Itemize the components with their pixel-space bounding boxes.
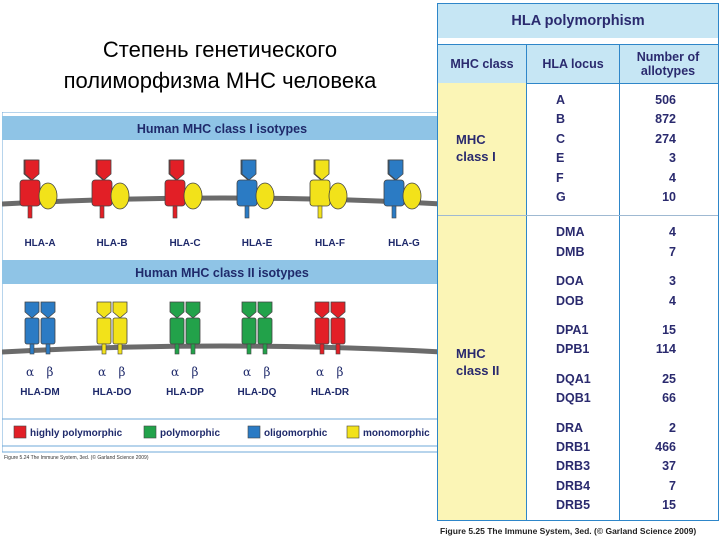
class1-label: class I <box>456 149 496 164</box>
legend-item <box>248 426 328 439</box>
class2-isotype-label: HLA-DO <box>92 387 132 398</box>
slide-title <box>0 34 440 96</box>
beta-label: β <box>336 365 344 379</box>
class1-isotype-label: HLA-C <box>169 238 201 249</box>
legend-swatch <box>14 426 26 438</box>
table-allotype-count: 7 <box>669 478 676 493</box>
table-title: HLA polymorphism <box>438 4 718 38</box>
table-allotype-count: 114 <box>655 342 676 357</box>
header-number-of-allotypes: Number of allotypes <box>636 50 700 78</box>
table-allotype-count: 25 <box>662 371 676 386</box>
table-allotype-count: 3 <box>669 151 676 166</box>
table-allotype-count: 4 <box>669 225 676 240</box>
legend-label: highly polymorphic <box>30 428 123 439</box>
class1-isotype-label: HLA-G <box>388 238 420 249</box>
table-locus: E <box>556 151 565 166</box>
class2-label: class II <box>456 363 500 379</box>
table-locus: DQA1 <box>556 371 591 386</box>
table-locus: DRB4 <box>556 478 591 493</box>
table-locus: DRB3 <box>556 459 591 474</box>
mhc-isotypes-figure <box>2 112 442 460</box>
legend-label: monomorphic <box>363 428 430 439</box>
alpha-label: α <box>97 365 107 379</box>
class2-isotype-label: HLA-DR <box>310 387 350 398</box>
hla-polymorphism-table <box>437 3 719 521</box>
figure-caption-left: Figure 5.24 The Immune System, 3ed. (© Garland Science 2009) <box>4 455 149 461</box>
class2-isotype-label: HLA-DM <box>20 387 60 398</box>
table-locus: A <box>556 93 566 107</box>
table-allotype-count: 10 <box>662 190 676 204</box>
table-locus: C <box>556 131 566 146</box>
table-locus: DRA <box>556 420 584 435</box>
table-body <box>438 4 718 520</box>
legend-item <box>14 426 123 439</box>
table-allotype-count: 4 <box>669 170 676 185</box>
class1-isotype-label: HLA-E <box>241 238 273 249</box>
table-allotype-count: 15 <box>662 498 676 513</box>
beta-label: β <box>118 365 126 379</box>
class2-isotype-label: HLA-DP <box>166 387 204 398</box>
table-allotype-count: 66 <box>662 391 676 406</box>
header-hla-locus: HLA locus <box>527 45 620 83</box>
class1-isotype-label: HLA-F <box>315 238 345 249</box>
slide-title-line-2: полиморфизма МНС человека <box>63 68 377 93</box>
alpha-label: α <box>170 365 180 379</box>
table-locus: DRB1 <box>556 440 591 454</box>
table-allotype-count: 506 <box>655 93 676 107</box>
table-allotype-count: 15 <box>662 323 676 337</box>
table-allotype-count: 7 <box>669 244 676 259</box>
class2-label: MHC <box>456 346 486 362</box>
table-locus: B <box>556 112 566 127</box>
header-mhc-class: MHC class <box>438 45 527 83</box>
table-locus: DMB <box>556 244 585 259</box>
table-allotype-count: 466 <box>655 440 676 454</box>
table-locus: DPA1 <box>556 323 589 337</box>
beta-label: β <box>191 365 199 379</box>
table-locus: DRB5 <box>556 498 591 513</box>
slide-title-line-1: Степень генетического <box>102 37 338 62</box>
table-locus: DMA <box>556 225 585 240</box>
table-locus: DPB1 <box>556 342 590 357</box>
legend-swatch <box>347 426 359 438</box>
table-allotype-count: 3 <box>669 274 676 289</box>
figure-caption-right: Figure 5.25 The Immune System, 3ed. (© Garland Science 2009) <box>440 526 697 536</box>
class1-label: MHC <box>456 132 486 147</box>
table-locus: DQB1 <box>556 391 591 406</box>
table-locus: G <box>556 190 566 204</box>
class1-isotype-label: HLA-A <box>24 238 56 249</box>
table-allotype-count: 37 <box>662 459 676 474</box>
legend-item <box>144 426 220 439</box>
section-divider <box>438 215 718 216</box>
table-allotype-count: 4 <box>669 293 676 308</box>
legend-swatch <box>248 426 260 438</box>
beta-label: β <box>46 365 54 379</box>
class2-isotype-label: HLA-DQ <box>237 387 277 398</box>
legend-swatch <box>144 426 156 438</box>
table-locus: DOB <box>556 293 584 308</box>
class1-isotype-label: HLA-B <box>96 238 128 249</box>
alpha-label: α <box>25 365 35 379</box>
table-locus: DOA <box>556 274 584 289</box>
alpha-label: α <box>242 365 252 379</box>
class1-header: Human MHC class I isotypes <box>136 122 308 136</box>
legend-label: polymorphic <box>160 428 221 439</box>
legend-label: oligomorphic <box>264 428 328 439</box>
beta-label: β <box>263 365 271 379</box>
class2-header: Human MHC class II isotypes <box>135 266 309 280</box>
table-allotype-count: 872 <box>655 112 676 127</box>
table-locus: F <box>556 170 564 185</box>
alpha-label: α <box>315 365 325 379</box>
table-allotype-count: 2 <box>669 420 676 435</box>
table-allotype-count: 274 <box>655 131 676 146</box>
